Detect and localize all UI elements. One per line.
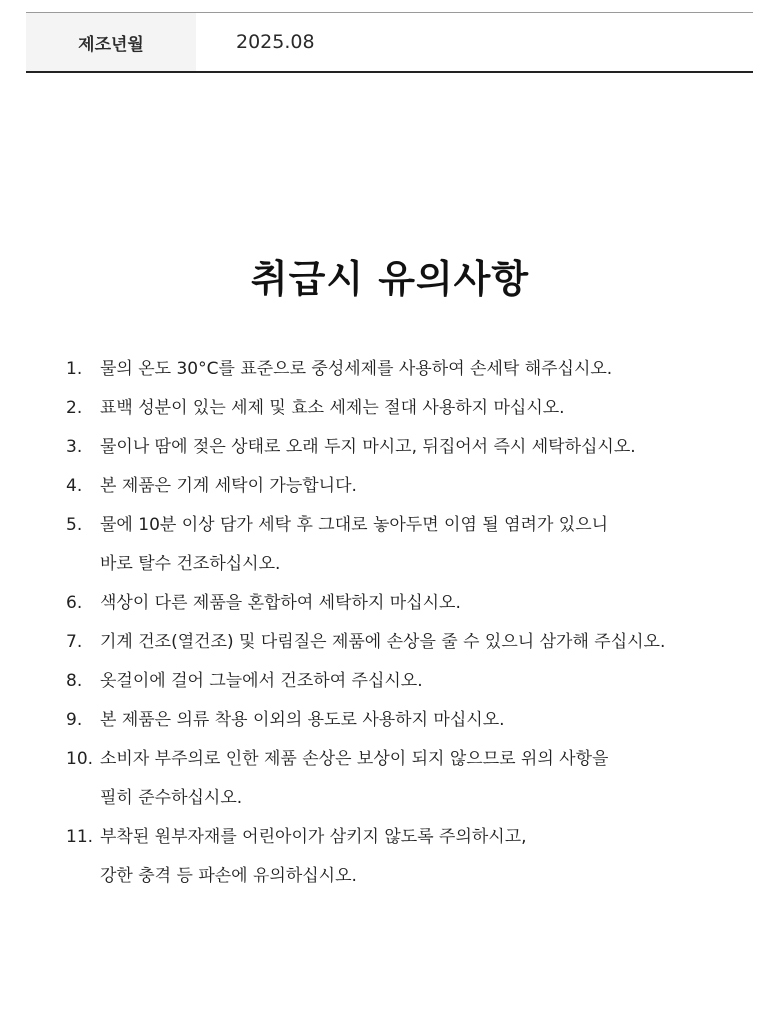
- notice-item-body: [100, 428, 766, 467]
- notice-item-number: 1.: [66, 359, 83, 379]
- notice-item-number: 6.: [66, 593, 83, 613]
- notice-item: [66, 701, 766, 740]
- notice-item-text: 소비자 부주의로 인한 제품 손상은 보상이 되지 않으므로 위의 사항을: [100, 749, 609, 769]
- notice-item-text: 기계 건조(열건조) 및 다림질은 제품에 손상을 줄 수 있으니 삼가해 주십시오.: [100, 632, 666, 652]
- notice-item-body: [100, 584, 766, 623]
- notice-item-text: 옷걸이에 걸어 그늘에서 건조하여 주십시오.: [100, 671, 423, 691]
- notice-item: [66, 428, 766, 467]
- notice-item-text: 물에 10분 이상 담가 세탁 후 그대로 놓아두면 이염 될 염려가 있으니: [100, 515, 609, 535]
- notice-item-number: 9.: [66, 710, 83, 730]
- notice-item-number: 2.: [66, 398, 83, 418]
- notice-item-body: [100, 350, 766, 389]
- spec-value-manufacture-date: 2025.08: [236, 31, 315, 53]
- notice-item: [66, 467, 766, 506]
- notice-item-text-continued: 강한 충격 등 파손에 유의하십시오.: [100, 866, 357, 886]
- notice-item-text: 부착된 원부자재를 어린아이가 삼키지 않도록 주의하시고,: [100, 827, 527, 847]
- notice-item-number: 11.: [66, 827, 94, 847]
- notice-item: [66, 389, 766, 428]
- notice-item: [66, 350, 766, 389]
- notice-item-number: 3.: [66, 437, 83, 457]
- notice-item-number: 5.: [66, 515, 83, 535]
- notice-item: [66, 818, 766, 896]
- notice-list: [66, 350, 766, 896]
- notice-item-number: 4.: [66, 476, 83, 496]
- notice-item-text: 본 제품은 의류 착용 이외의 용도로 사용하지 마십시오.: [100, 710, 505, 730]
- spec-table: [26, 12, 753, 73]
- notice-item: [66, 662, 766, 701]
- notice-item-number: 8.: [66, 671, 83, 691]
- notice-item-body: [100, 389, 766, 428]
- notice-item-text: 표백 성분이 있는 세제 및 효소 세제는 절대 사용하지 마십시오.: [100, 398, 565, 418]
- notice-item-text: 본 제품은 기계 세탁이 가능합니다.: [100, 476, 357, 496]
- notice-item: [66, 740, 766, 818]
- notice-item-text-continued: 필히 준수하십시오.: [100, 788, 243, 808]
- notice-item-body: [100, 701, 766, 740]
- notice-item-body: [100, 467, 766, 506]
- notice-item-body: [100, 818, 766, 896]
- notice-item: [66, 506, 766, 584]
- notice-title: 취급시 유의사항: [250, 257, 530, 301]
- notice-item: [66, 623, 766, 662]
- notice-item-text: 물이나 땀에 젖은 상태로 오래 두지 마시고, 뒤집어서 즉시 세탁하십시오.: [100, 437, 636, 457]
- notice-item-body: [100, 662, 766, 701]
- spec-label-manufacture-date: 제조년월: [26, 13, 196, 71]
- notice-item-text-continued: 바로 탈수 건조하십시오.: [100, 554, 281, 574]
- notice-item-body: [100, 740, 766, 818]
- notice-item-body: [100, 506, 766, 584]
- notice-item-number: 7.: [66, 632, 83, 652]
- notice-item-text: 색상이 다른 제품을 혼합하여 세탁하지 마십시오.: [100, 593, 461, 613]
- notice-item: [66, 584, 766, 623]
- notice-item-body: [100, 623, 766, 662]
- notice-item-number: 10.: [66, 749, 94, 769]
- notice-item-text: 물의 온도 30°C를 표준으로 중성세제를 사용하여 손세탁 해주십시오.: [100, 359, 613, 379]
